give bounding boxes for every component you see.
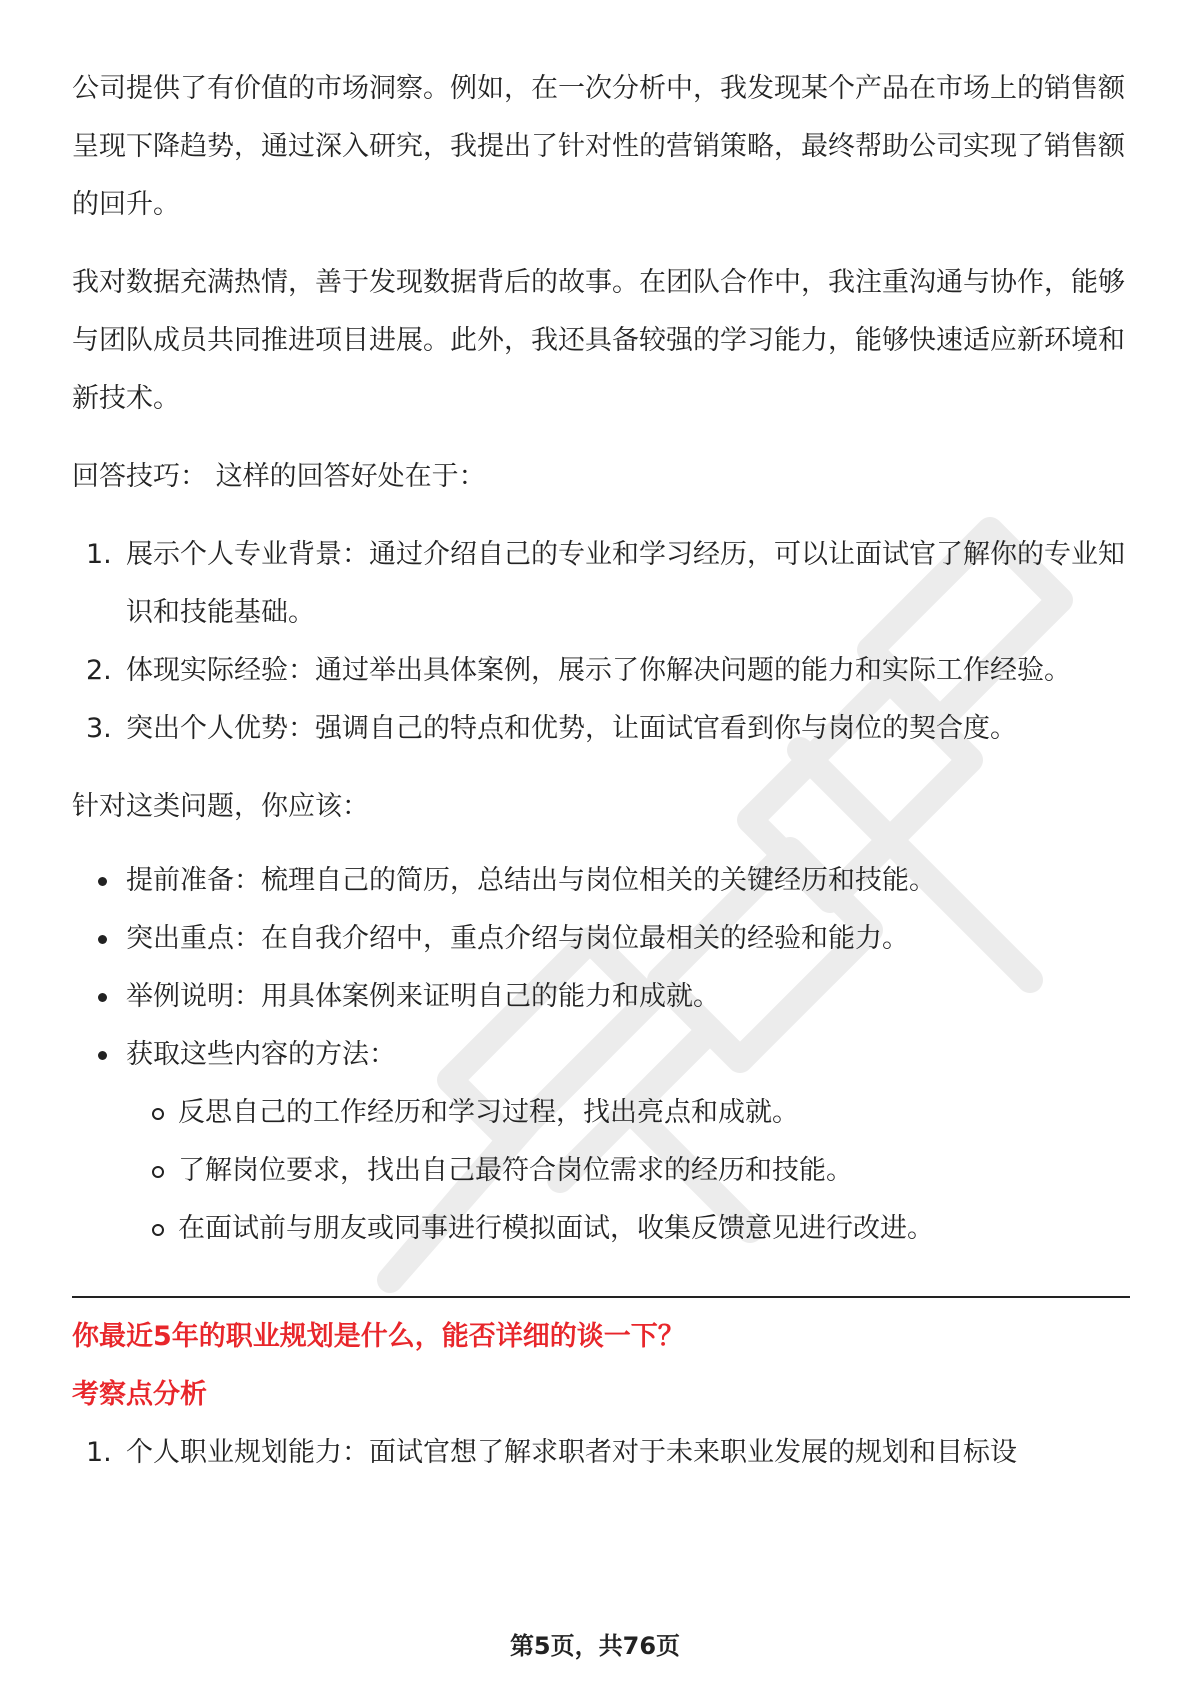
- hollow-bullet-icon: [152, 1108, 164, 1120]
- list-item-text: 突出个人优势：强调自己的特点和优势，让面试官看到你与岗位的契合度。: [126, 713, 1017, 744]
- list-item: [72, 968, 1130, 1026]
- section-divider: [72, 1296, 1130, 1298]
- bullet-icon: [98, 1051, 107, 1060]
- list-item-text: 举例说明：用具体案例来证明自己的能力和成就。: [126, 981, 720, 1012]
- question-heading: 你最近5年的职业规划是什么，能否详细的谈一下？: [72, 1321, 685, 1352]
- advice-list: [72, 852, 1130, 1084]
- page-footer: 第5页，共76页: [509, 1632, 681, 1660]
- content: [72, 60, 1130, 1502]
- bullet-icon: [98, 993, 107, 1002]
- analysis-heading: 考察点分析: [72, 1379, 207, 1410]
- paragraph-market-insight: 公司提供了有价值的市场洞察。例如，在一次分析中，我发现某个产品在市场上的销售额呈现下降趋势，通过深入研究，我提出了针对性的营销策略，最终帮助公司实现了销售额的回升。: [72, 73, 1125, 220]
- list-item: [72, 642, 1130, 700]
- list-number: 2.: [86, 655, 112, 686]
- analysis-list: [72, 1424, 1130, 1482]
- tips-list: [72, 526, 1130, 758]
- sub-list-item: [72, 1200, 1130, 1258]
- list-item-text: 获取这些内容的方法：: [126, 1039, 396, 1070]
- sub-list-item: [72, 1084, 1130, 1142]
- list-item-text: 个人职业规划能力：面试官想了解求职者对于未来职业发展的规划和目标设: [126, 1437, 1017, 1468]
- bullet-icon: [98, 877, 107, 886]
- methods-list: [72, 1084, 1130, 1258]
- list-item: [72, 852, 1130, 910]
- list-item: [72, 1424, 1130, 1482]
- list-item-text: 在面试前与朋友或同事进行模拟面试，收集反馈意见进行改进。: [178, 1213, 934, 1244]
- list-item: [72, 700, 1130, 758]
- hollow-bullet-icon: [152, 1166, 164, 1178]
- list-number: 1.: [86, 539, 112, 570]
- list-number: 1.: [86, 1437, 112, 1468]
- tips-intro: 回答技巧： 这样的回答好处在于：: [72, 461, 486, 492]
- list-item-text: 了解岗位要求，找出自己最符合岗位需求的经历和技能。: [178, 1155, 853, 1186]
- list-number: 3.: [86, 713, 112, 744]
- list-item-text: 展示个人专业背景：通过介绍自己的专业和学习经历，可以让面试官了解你的专业知识和技能基础。: [126, 539, 1125, 628]
- list-item-text: 提前准备：梳理自己的简历，总结出与岗位相关的关键经历和技能。: [126, 865, 936, 896]
- list-item-text: 体现实际经验：通过举出具体案例，展示了你解决问题的能力和实际工作经验。: [126, 655, 1071, 686]
- list-item-text: 反思自己的工作经历和学习过程，找出亮点和成就。: [178, 1097, 799, 1128]
- list-item: [72, 910, 1130, 968]
- paragraph-personal-strengths: 我对数据充满热情，善于发现数据背后的故事。在团队合作中，我注重沟通与协作，能够与团队成员共同推进项目进展。此外，我还具备较强的学习能力，能够快速适应新环境和新技术。: [72, 267, 1125, 414]
- sub-list-item: [72, 1142, 1130, 1200]
- list-item-text: 突出重点：在自我介绍中，重点介绍与岗位最相关的经验和能力。: [126, 923, 909, 954]
- hollow-bullet-icon: [152, 1224, 164, 1236]
- advice-intro: 针对这类问题，你应该：: [72, 791, 369, 822]
- bullet-icon: [98, 935, 107, 944]
- list-item: [72, 1026, 1130, 1084]
- list-item: [72, 526, 1130, 642]
